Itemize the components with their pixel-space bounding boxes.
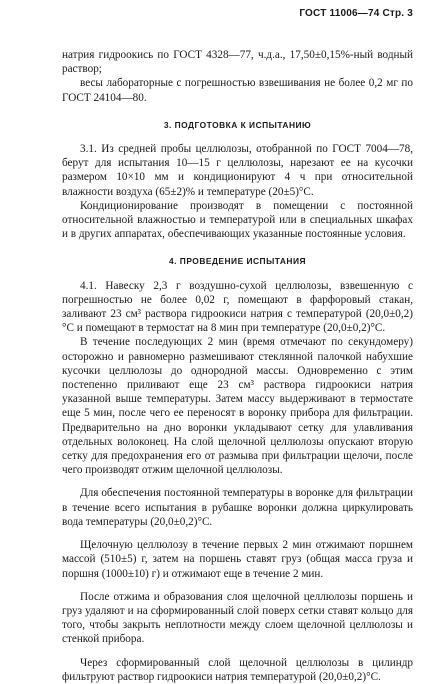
section-4-paragraph-6: Через сформированный слой щелочной целлюлозы в цилиндр фильтруют раствор гидроокиси натрия температурой (20,0±0,2)°С. [62, 656, 413, 683]
section-3-paragraph-1: 3.1. Из средней пробы целлюлозы, отобранной по ГОСТ 7004—78, берут для испытания 10—15 г целлюлозы, нарезают ее на кусочки размером 10×10 мм и кондиционируют 4 ч при относительной влажности воздуха (65±2)% и температуре (20±5)°С. [62, 143, 413, 198]
section-4-paragraph-3: Для обеспечения постоянной температуры в воронке для фильтрации в течение всего испытания в рубашке воронки должна циркулировать вода температуры (20,0±0,2)°С. [62, 487, 413, 528]
section-3-title: 3. ПОДГОТОВКА К ИСПЫТАНИЮ [163, 119, 312, 130]
section-4-title: 4. ПРОВЕДЕНИЕ ИСПЫТАНИЯ [169, 256, 306, 267]
section-4-paragraph-1: 4.1. Навеску 2,3 г воздушно-сухой целлюлозы, взвешенную с погрешностью не более 0,02 г, помещают в фарфоровый стакан, заливают 23 см³ раствора гидроокиси натрия с температурой (20,0±0,2)°С и помещают в термостат на 8 мин при температуре (20,0±0,2)°С. [62, 279, 413, 335]
intro-paragraph-2: весы лабораторные с погрешностью взвешивания не более 0,2 мг по ГОСТ 24104—80. [62, 77, 413, 104]
intro-paragraph-1: натрия гидроокись по ГОСТ 4328—77, ч.д.а., 17,50±0,15%-ный водный раствор; [62, 49, 413, 76]
document-body [62, 48, 413, 684]
section-4-paragraph-5: После отжима и образования слоя щелочной целлюлозы поршень и груз удаляют и на сформированный слой поверх сетки ставят кольцо для того, чтобы закрыть неплотности между слоем щелочной целлюлозы и стенкой прибора. [62, 590, 413, 646]
section-4-paragraph-4: Щелочную целлюлозу в течение первых 2 мин отжимают поршнем массой (510±5) г, затем на поршень ставят груз (общая масса груза и поршня (1000±10) г) и отжимают еще в течение 2 мин. [62, 539, 413, 580]
page-header: ГОСТ 11006—74 Стр. 3 [299, 8, 413, 19]
section-3-paragraph-2: Кондиционирование производят в помещении с постоянной относительной влажностью и температурой или в специальных шкафах и в других аппаратах, обеспечивающих указанные постоянные условия. [62, 199, 413, 241]
section-4-paragraph-2: В течение последующих 2 мин (время отмечают по секундомеру) осторожно и равномерно размешивают стеклянной палочкой набухшие кусочки целлюлозы до однородной массы. Одновременно с этим постепенно приливают еще 23 см³ раствора гидроокиси натрия указанной выше температуры. Затем массу выдерживают в термостате еще 5 мин, после чего ее переносят в воронку прибора для фильтрации. Предварительно на дно воронки укладывают сетку для улавливания отдельных волоконец. На слой щелочной целлюлозы опускают вторую сетку для предохранения его от размыва при фильтрации щелочи, после чего производят отжим щелочной целлюлозы. [62, 336, 413, 477]
